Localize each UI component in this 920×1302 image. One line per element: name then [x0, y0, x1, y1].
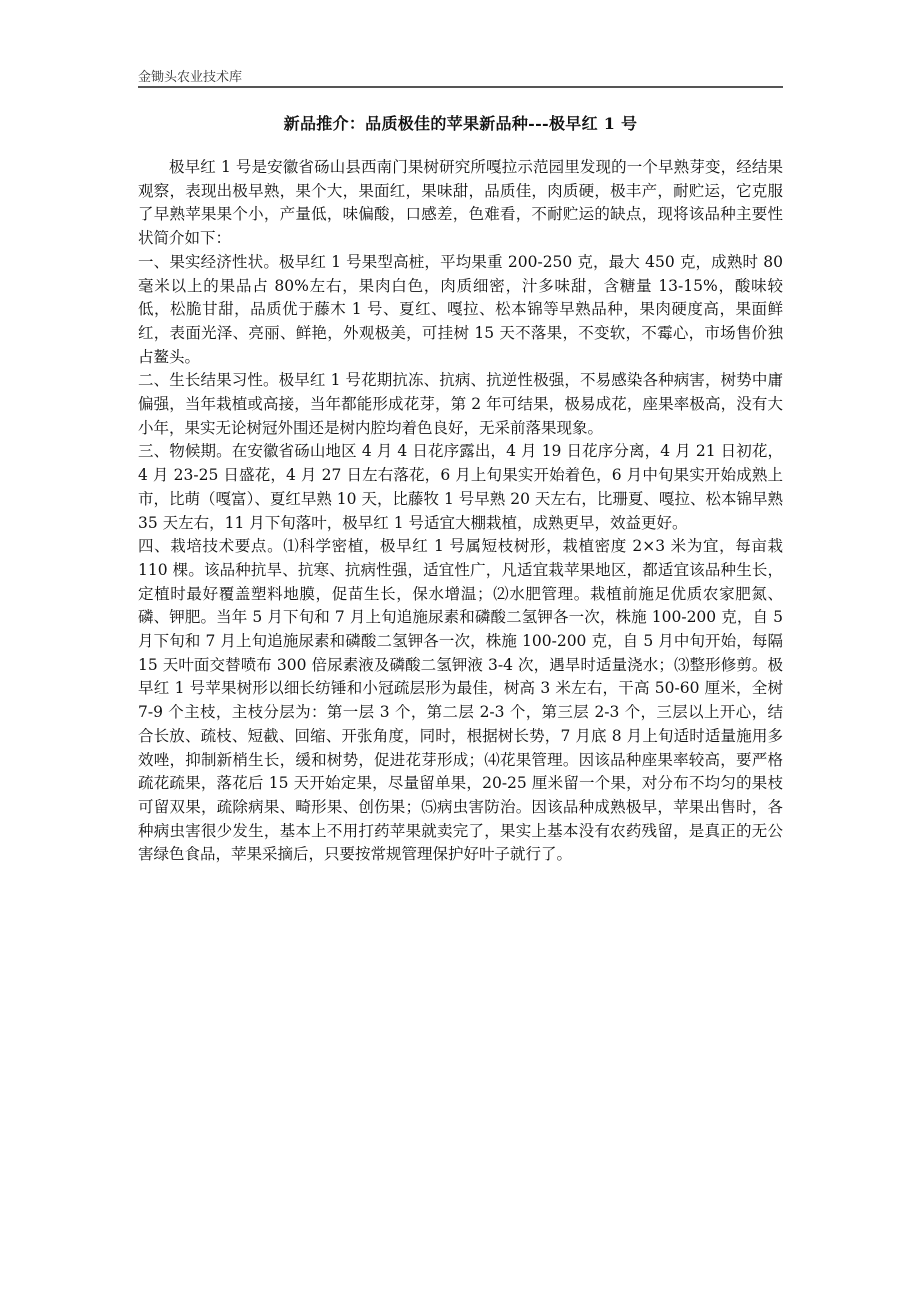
paragraph-phenology: 三、物候期。在安徽省砀山地区 4 月 4 日花序露出，4 月 19 日花序分离，4 月 21 日初花，4 月 23-25 日盛花，4 月 27 日左右落花，6 月上旬果实开始着色，6 月中旬果实开始成熟上市，比萌（嘎富）、夏红早熟 10 天，比藤牧 1 号早熟 20 天左右，比珊夏、嘎拉、松本锦早熟 35 天左右，11 月下旬落叶，极早红 1 号适宜大棚栽植，成熟更早，效益更好。: [138, 442, 783, 532]
document-title: 新品推介：品质极佳的苹果新品种---极早红 1 号: [283, 114, 638, 133]
page-header: [138, 66, 783, 88]
paragraph-growth-habits: 二、生长结果习性。极早红 1 号花期抗冻、抗病、抗逆性极强，不易感染各种病害，树势中庸偏强，当年栽植或高接，当年都能形成花芽，第 2 年可结果，极易成花，座果率极高，没有大小年，果实无论树冠外围还是树内腔均着色良好，无采前落果现象。: [138, 371, 783, 437]
header-site-name: 金锄头农业技术库: [138, 70, 243, 85]
paragraph-intro: 极早红 1 号是安徽省砀山县西南门果树研究所嘎拉示范园里发现的一个早熟芽变，经结果观察，表现出极早熟，果个大，果面红，果味甜，品质佳，肉质硬，极丰产，耐贮运，它克服了早熟苹果果个小，产量低，味偏酸，口感差，色难看，不耐贮运的缺点，现将该品种主要性状简介如下：: [138, 158, 783, 248]
document-body: [138, 156, 783, 867]
paragraph-cultivation: 四、栽培技术要点。⑴科学密植，极早红 1 号属短枝树形，栽植密度 2×3 米为宜，每亩栽 110 棵。该品种抗旱、抗寒、抗病性强，适宜性广，凡适宜栽苹果地区，都适宜该品种生长，定植时最好覆盖塑料地膜，促苗生长，保水增温；⑵水肥管理。栽植前施足优质农家肥氮、磷、钾肥。当年 5 月下旬和 7 月上旬追施尿素和磷酸二氢钾各一次，株施 100-200 克，自 5 月下旬和 7 月上旬追施尿素和磷酸二氢钾各一次，株施 100-200 克，自 5 月中旬开始，每隔 15 天叶面交替喷布 300 倍尿素液及磷酸二氢钾液 3-4 次，遇旱时适量浇水；⑶整形修剪。极早红 1 号苹果树形以细长纺锤和小冠疏层形为最佳，树高 3 米左右，干高 50-60 厘米，全树 7-9 个主枝，主枝分层为：第一层 3 个，第二层 2-3 个，第三层 2-3 个，三层以上开心，结合长放、疏枝、短截、回缩、开张角度，同时，根据树长势，7 月底 8 月上旬适时适量施用多效唑，抑制新梢生长，缓和树势，促进花芽形成；⑷花果管理。因该品种座果率较高，要严格疏花疏果，落花后 15 天开始定果，尽量留单果，20-25 厘米留一个果，对分布不均匀的果枝可留双果，疏除病果、畸形果、创伤果；⑸病虫害防治。因该品种成熟极早，苹果出售时，各种病虫害很少发生，基本上不用打药苹果就卖完了，果实上基本没有农药残留，是真正的无公害绿色食品，苹果采摘后，只要按常规管理保护好叶子就行了。: [138, 537, 783, 864]
paragraph-fruit-traits: 一、果实经济性状。极早红 1 号果型高桩，平均果重 200-250 克，最大 450 克，成熟时 80 毫米以上的果品占 80%左右，果肉白色，肉质细密，汁多味甜，含糖量 13-15%，酸味较低，松脆甘甜，品质优于藤木 1 号、夏红、嘎拉、松本锦等早熟品种，果肉硬度高，果面鲜红，表面光泽、亮丽、鲜艳，外观极美，可挂树 15 天不落果，不变软，不霉心，市场售价独占鳌头。: [138, 252, 783, 366]
